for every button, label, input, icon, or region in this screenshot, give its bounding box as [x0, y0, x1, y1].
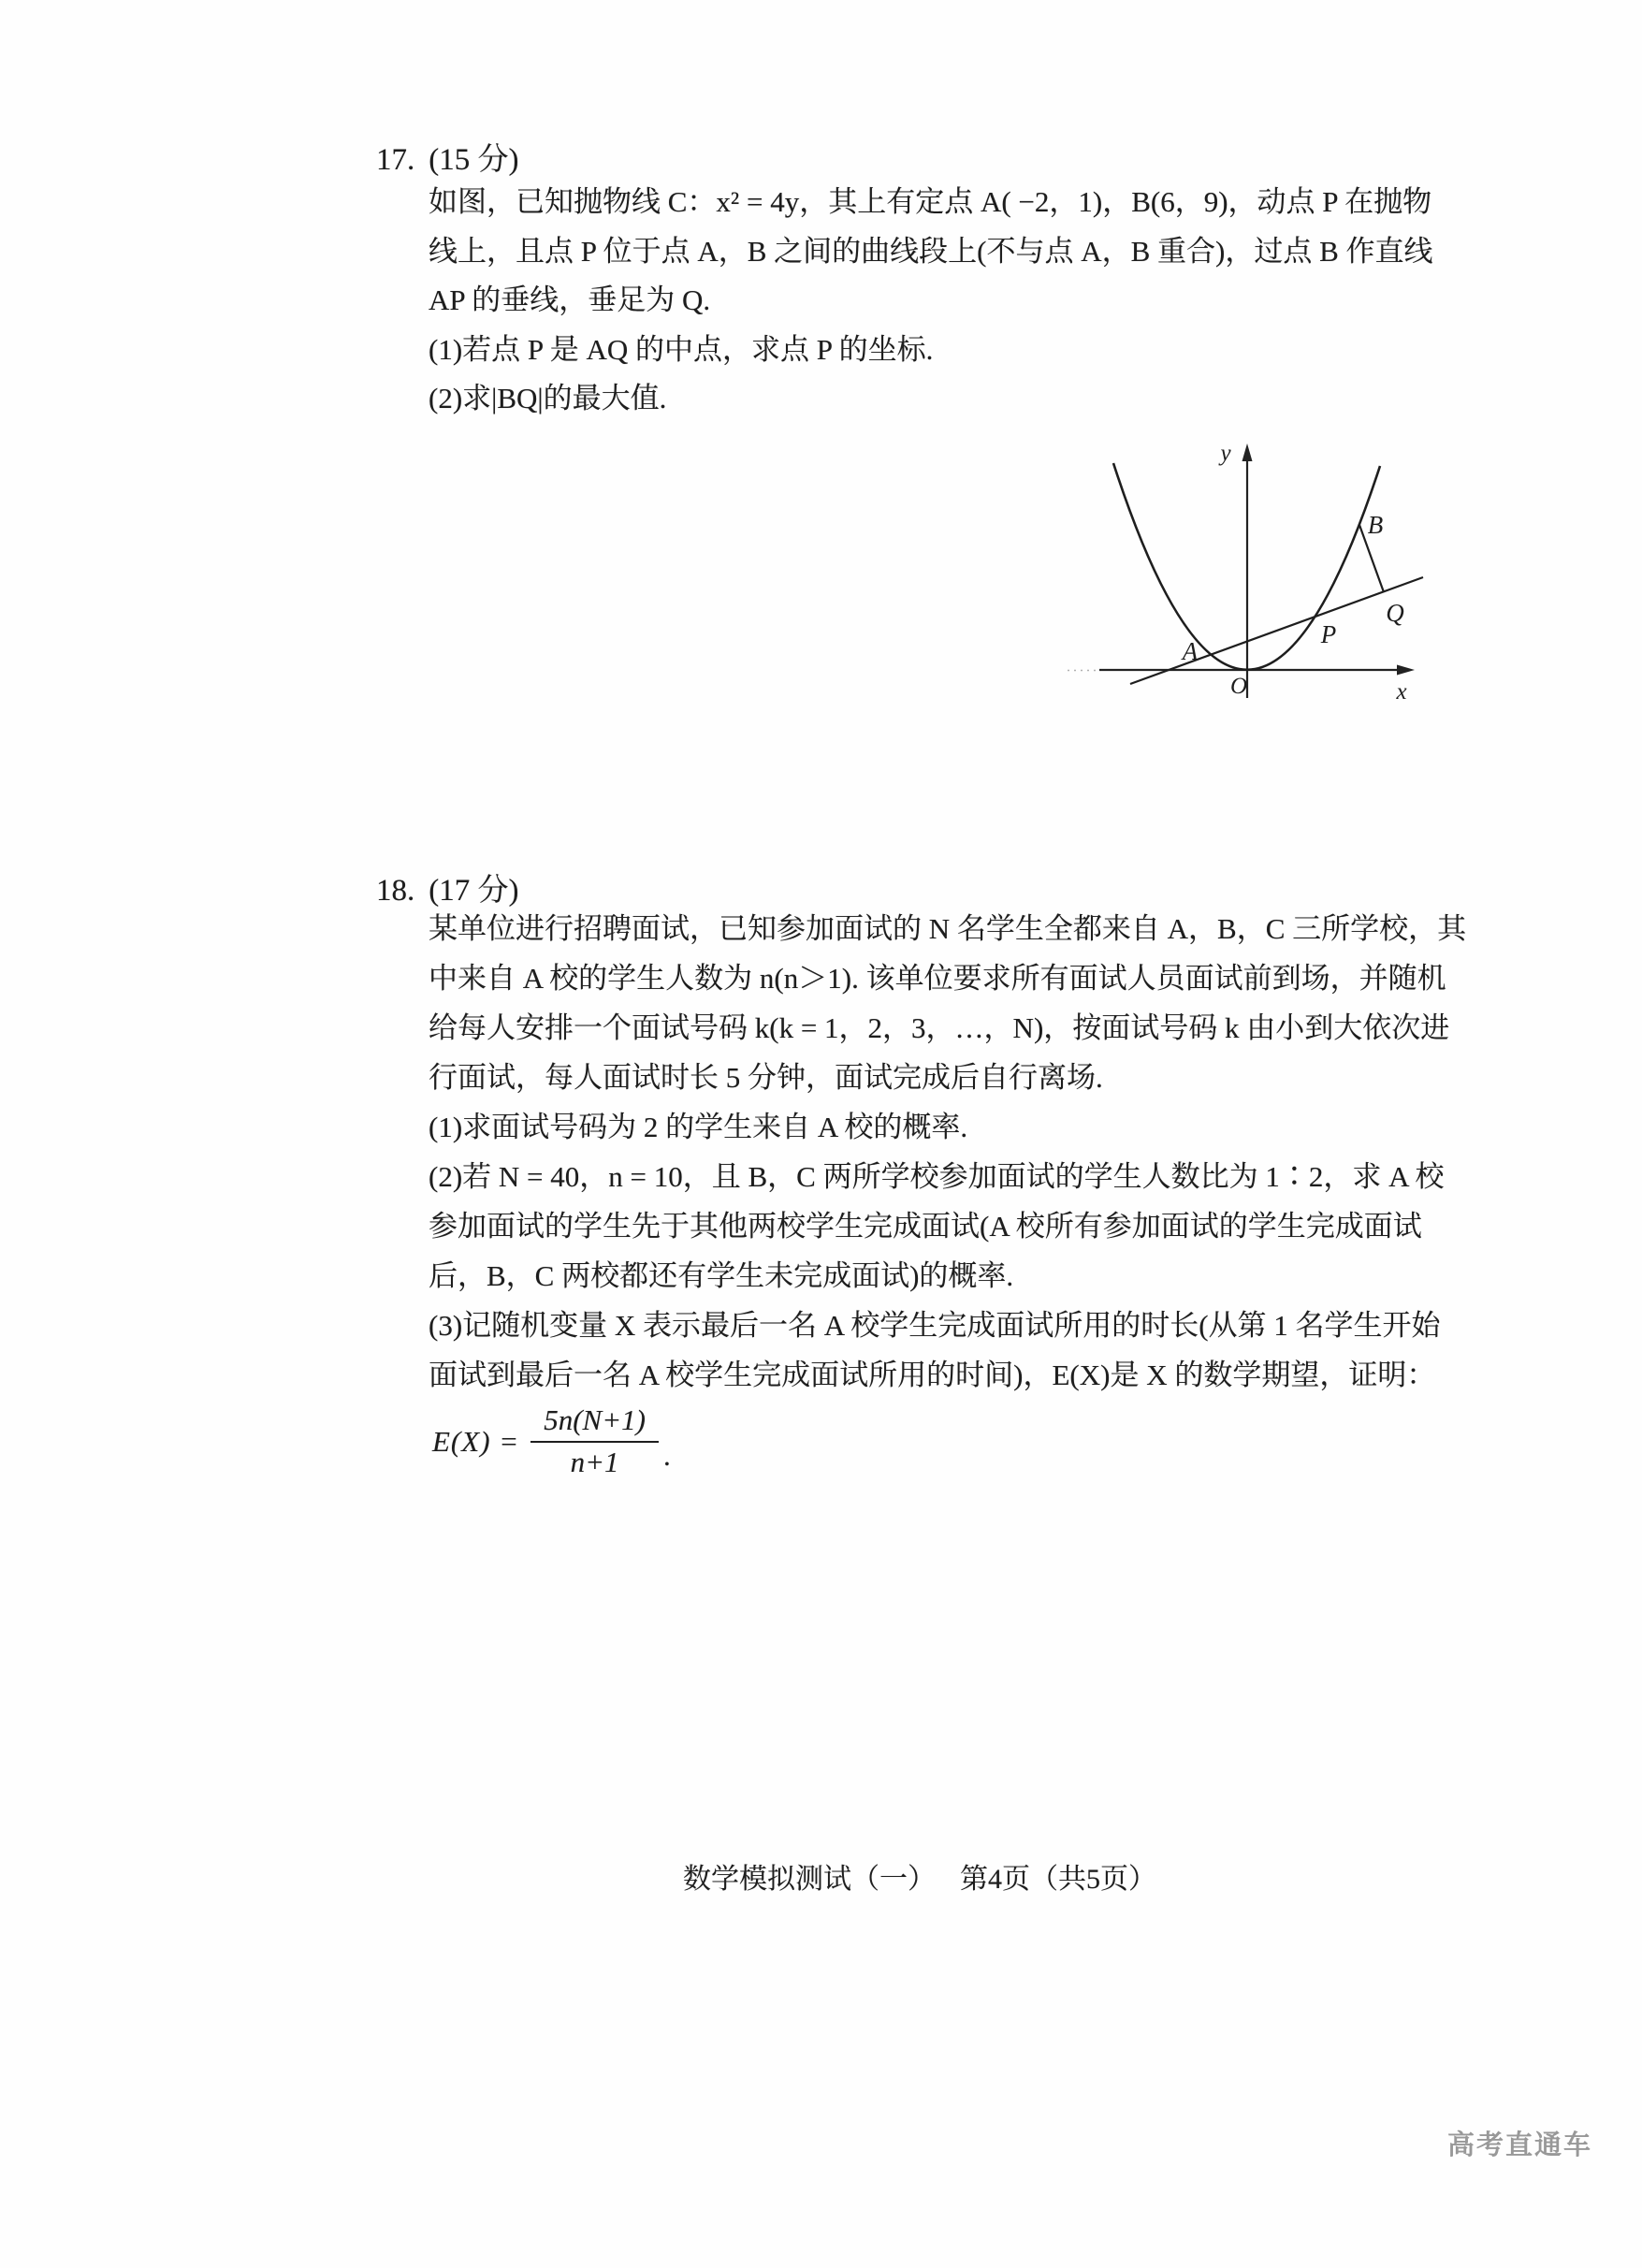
- origin-label: O: [1229, 674, 1248, 699]
- fraction-numerator: 5n(N+1): [544, 1403, 646, 1436]
- problem-18-body: [429, 904, 1466, 1400]
- text-line: 如图，已知抛物线 C：x² = 4y，其上有定点 A( −2，1)，B(6，9)，动点 P 在抛物: [429, 185, 1432, 218]
- text-line: (3)记随机变量 X 表示最后一名 A 校学生完成面试所用的时长(从第 1 名学生开始: [429, 1309, 1441, 1342]
- line-apq: [1130, 577, 1423, 684]
- text-line: 线上，且点 P 位于点 A，B 之间的曲线段上(不与点 A，B 重合)，过点 B 作直线: [429, 234, 1433, 268]
- point-a-label: A: [1182, 637, 1199, 665]
- formula-period: .: [662, 1439, 671, 1472]
- y-axis-label: y: [1220, 441, 1231, 466]
- text-line: (1)若点 P 是 AQ 的中点，求点 P 的坐标.: [429, 332, 934, 366]
- parabola-diagram: [1065, 417, 1460, 734]
- text-line: 给每人安排一个面试号码 k(k = 1，2，3，…，N)，按面试号码 k 由小到大依次进: [429, 1011, 1450, 1044]
- text-line: (2)若 N = 40，n = 10，且 B，C 两所学校参加面试的学生人数比为 1∶2，求 A 校: [429, 1160, 1445, 1193]
- fraction-denominator: n+1: [530, 1441, 659, 1478]
- text-line: 后，B，C 两校都还有学生未完成面试)的概率.: [429, 1259, 1014, 1292]
- problem-points: (15 分): [429, 143, 519, 177]
- expectation-formula: [432, 1404, 671, 1478]
- problem-17-figure: [1065, 417, 1460, 734]
- text-line: (2)求|BQ|的最大值.: [429, 382, 667, 414]
- watermark-text: 高考直通车: [1447, 2130, 1593, 2160]
- text-line: 某单位进行招聘面试，已知参加面试的 N 名学生全都来自 A，B，C 三所学校，其: [429, 912, 1467, 945]
- problem-18-header: [376, 874, 518, 908]
- footer-exam-title: 数学模拟测试（一）: [683, 1864, 936, 1895]
- text-line: 面试到最后一名 A 校学生完成面试所用的时间)，E(X)是 X 的数学期望，证明：: [429, 1359, 1436, 1391]
- point-b-label: B: [1367, 511, 1384, 539]
- point-p-label: P: [1320, 620, 1337, 648]
- text-line: (1)求面试号码为 2 的学生来自 A 校的概率.: [429, 1111, 968, 1143]
- x-axis-label: x: [1396, 679, 1407, 705]
- fraction: [530, 1404, 659, 1478]
- problem-17-header: [376, 143, 518, 177]
- x-axis-arrow-icon: [1397, 665, 1415, 676]
- problem-points: (17 分): [429, 874, 519, 908]
- text-line: AP 的垂线，垂足为 Q.: [429, 284, 711, 316]
- text-line: 行面试，每人面试时长 5 分钟，面试完成后自行离场.: [429, 1061, 1103, 1094]
- text-line: 中来自 A 校的学生人数为 n(n＞1). 该单位要求所有面试人员面试前到场，并随机: [429, 962, 1446, 995]
- problem-17-body: [429, 178, 1433, 424]
- text-line: 参加面试的学生先于其他两校学生完成面试(A 校所有参加面试的学生完成面试: [429, 1210, 1422, 1243]
- formula-lhs: E(X) =: [432, 1424, 520, 1458]
- problem-number: 18.: [376, 874, 415, 908]
- point-q-label: Q: [1386, 599, 1404, 627]
- problem-number: 17.: [376, 143, 415, 177]
- footer-page-number: 第4页（共5页）: [960, 1864, 1156, 1895]
- page-footer: [683, 1855, 1156, 1897]
- y-axis-arrow-icon: [1242, 443, 1253, 461]
